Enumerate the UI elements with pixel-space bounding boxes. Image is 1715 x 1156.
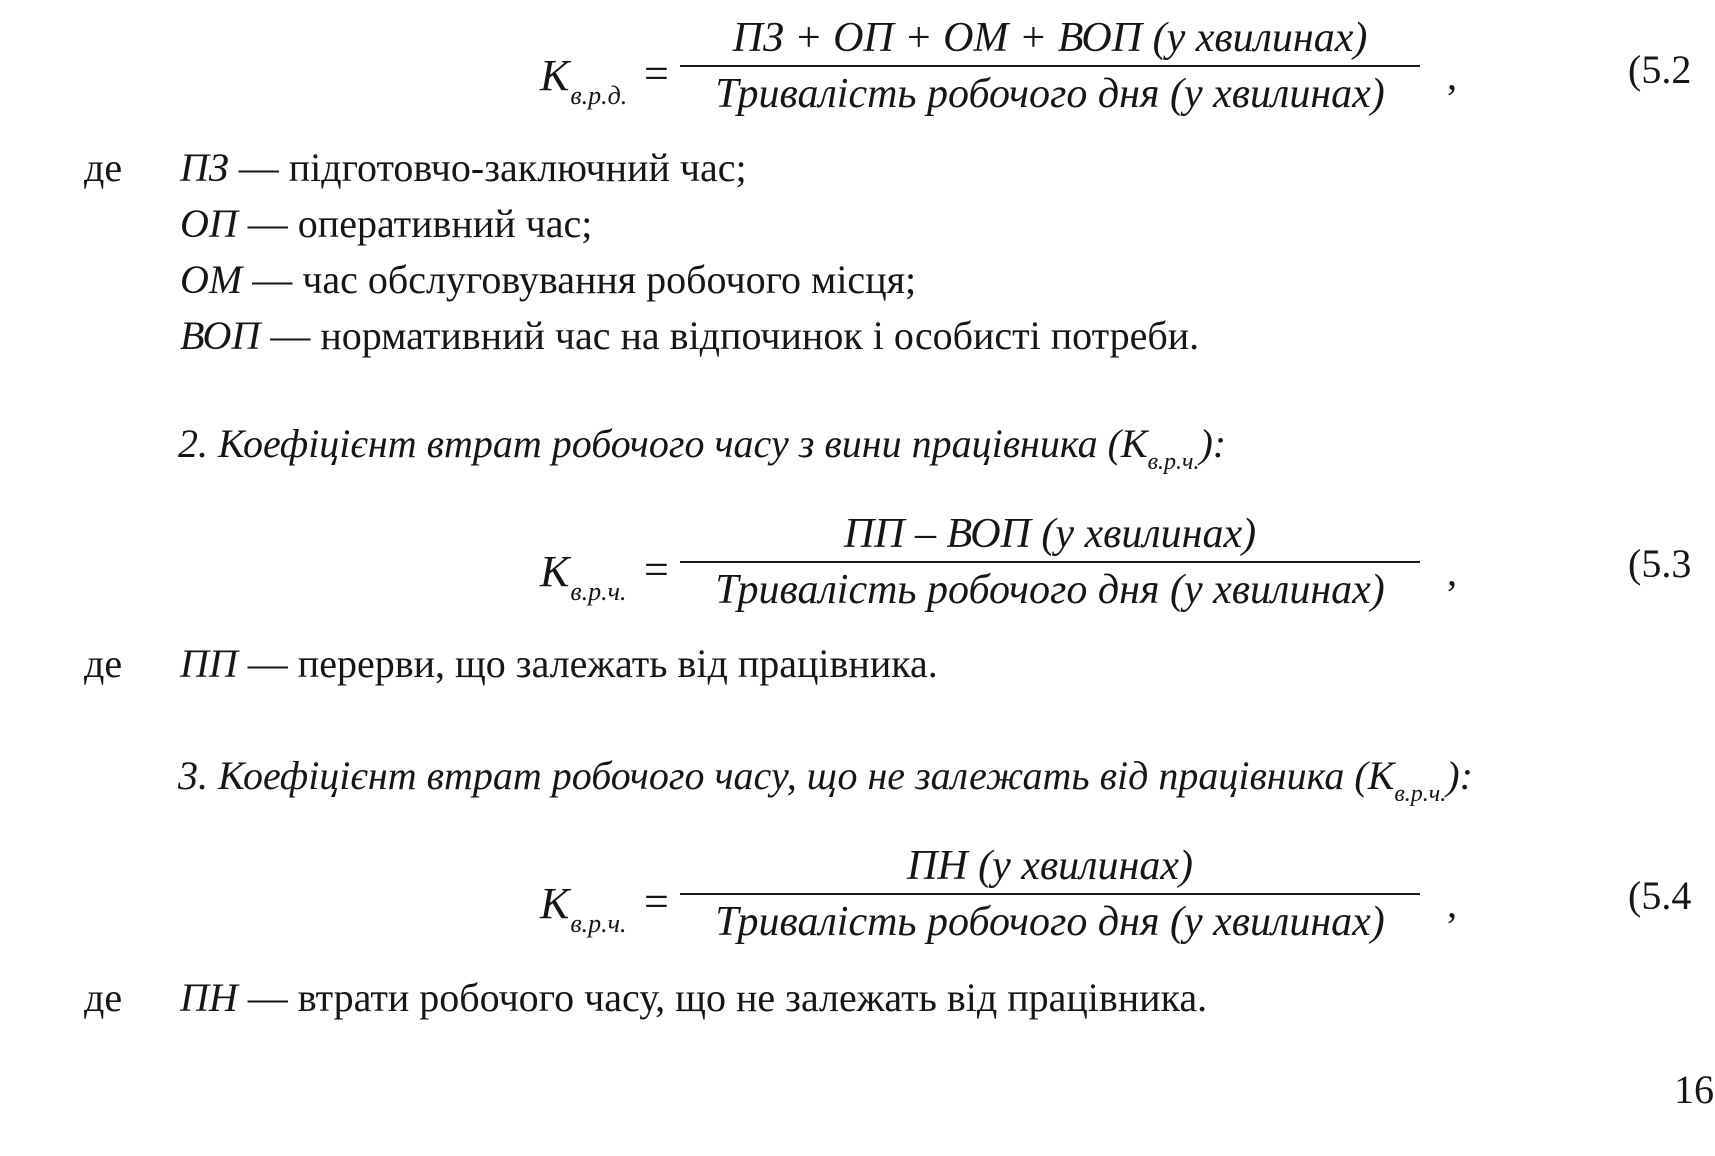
definition-item xyxy=(84,970,1207,1026)
formula-comma: , xyxy=(1447,549,1457,594)
fraction-bar xyxy=(680,561,1420,563)
formula-comma: , xyxy=(1447,53,1457,98)
coefficient-symbol: K xyxy=(540,51,570,100)
definitions-list-2 xyxy=(84,636,938,692)
definitions-intro: де xyxy=(84,975,123,1020)
definition-text: — нормативний час на відпочинок і особисті потреби. xyxy=(260,313,1200,358)
heading-subscript: в.р.ч. xyxy=(1394,781,1447,807)
definition-text: — втрати робочого часу, що не залежать від працівника. xyxy=(237,975,1208,1020)
section-heading-3 xyxy=(178,752,1473,807)
formula-comma: , xyxy=(1447,881,1457,926)
coefficient-subscript: в.р.ч. xyxy=(570,577,627,606)
section-heading-2 xyxy=(178,420,1227,475)
coefficient-symbol: K xyxy=(540,547,570,596)
denominator: Тривалість робочого дня (у хвилинах) xyxy=(715,71,1385,117)
fraction-bar xyxy=(680,893,1420,895)
formula-5-4 xyxy=(540,842,1457,952)
formula-lhs xyxy=(540,50,628,110)
heading-text: 3. Коефіцієнт втрат робочого часу, що не залежать від працівника (K xyxy=(178,753,1395,798)
definition-term: ПП xyxy=(180,641,238,686)
equation-number-5-4: (5.4 xyxy=(1628,873,1692,918)
heading-text: 2. Коефіцієнт втрат робочого часу з вини працівника (K xyxy=(178,421,1148,466)
definition-term: ОП xyxy=(180,201,238,246)
definition-text: — час обслуговування робочого місця; xyxy=(242,257,917,302)
definition-term: ВОП xyxy=(180,313,261,358)
definitions-intro: де xyxy=(84,641,123,686)
definitions-list-1 xyxy=(84,140,1199,364)
definition-item xyxy=(84,308,1199,364)
fraction xyxy=(680,14,1420,118)
equation-number-5-2: (5.2 xyxy=(1628,47,1692,92)
heading-subscript: в.р.ч. xyxy=(1147,449,1200,475)
definition-text: — підготовчо-заключний час; xyxy=(228,145,747,190)
fraction xyxy=(680,842,1420,946)
definition-term: ОМ xyxy=(180,257,243,302)
heading-tail: ): xyxy=(1199,421,1227,466)
formula-5-3 xyxy=(540,510,1457,620)
coefficient-symbol: K xyxy=(540,879,570,928)
definition-term: ПН xyxy=(180,975,238,1020)
denominator: Тривалість робочого дня (у хвилинах) xyxy=(715,567,1385,613)
heading-tail: ): xyxy=(1446,753,1473,798)
definition-item xyxy=(84,252,1199,308)
equals-sign: = xyxy=(644,545,669,594)
definition-term: ПЗ xyxy=(180,145,229,190)
coefficient-subscript: в.р.ч. xyxy=(570,909,627,938)
definitions-intro: де xyxy=(84,145,123,190)
definitions-list-3 xyxy=(84,970,1207,1026)
formula-lhs xyxy=(540,546,627,606)
equals-sign: = xyxy=(644,877,669,926)
equation-number-5-3: (5.3 xyxy=(1628,541,1692,586)
numerator: ПП – ВОП (у хвилинах) xyxy=(843,511,1257,557)
definition-item xyxy=(84,636,938,692)
fraction xyxy=(680,510,1420,614)
formula-lhs xyxy=(540,878,627,938)
formula-5-2 xyxy=(540,14,1457,124)
coefficient-subscript: в.р.д. xyxy=(570,81,628,110)
fraction-bar xyxy=(680,65,1420,67)
definition-item xyxy=(84,140,1199,196)
numerator: ПН (у хвилинах) xyxy=(907,843,1193,889)
numerator: ПЗ + ОП + ОМ + ВОП (у хвилинах) xyxy=(732,15,1368,61)
definition-text: — перерви, що залежать від працівника. xyxy=(237,641,938,686)
equals-sign: = xyxy=(644,49,669,98)
definition-item xyxy=(84,196,1199,252)
definition-text: — оперативний час; xyxy=(237,201,593,246)
denominator: Тривалість робочого дня (у хвилинах) xyxy=(715,899,1385,945)
page-number: 16 xyxy=(1674,1067,1714,1112)
